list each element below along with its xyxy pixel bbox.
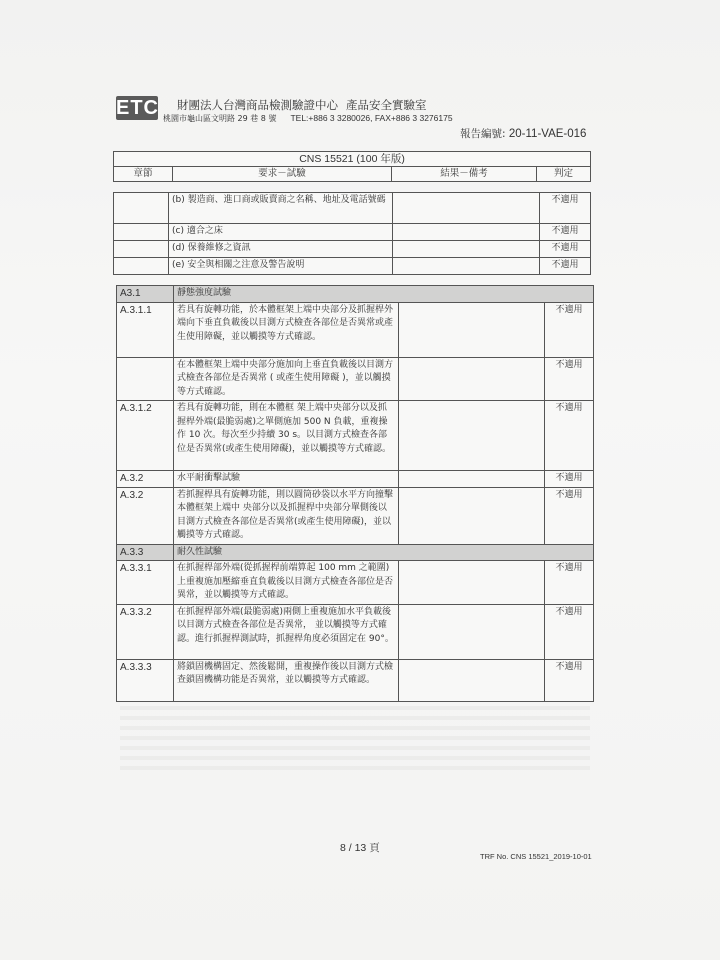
column-header-clause: 章節 xyxy=(114,167,173,182)
org-name-text: 財團法人台灣商品檢測驗證中心 xyxy=(177,98,338,112)
contact-text: TEL:+886 3 3280026, FAX+886 3 3276175 xyxy=(290,113,453,123)
table-row xyxy=(117,659,594,701)
report-number xyxy=(460,126,586,141)
marking-table xyxy=(113,192,591,275)
requirement-cell: 在本體框架上端中央部分施加向上垂直負載後以目測方式檢查各部位是否異常 ( 或產生使用障礙 )，並以觸摸等方式確認。 xyxy=(174,357,399,401)
lab-name: 產品安全實驗室 xyxy=(346,98,427,112)
requirement-cell: 將鎖固機構固定、然後鬆開，重複操作後以目測方式檢查鎖固機構功能是否異常，並以觸摸等方式確認。 xyxy=(174,659,399,701)
organization-name xyxy=(177,97,427,113)
verdict-cell: 不適用 xyxy=(540,241,591,258)
verdict-cell: 不適用 xyxy=(540,258,591,275)
clause-cell xyxy=(114,193,169,224)
requirement-cell: 若具有旋轉功能，則在本體框 架上端中央部分以及抓握桿外端(最脆弱處)之單側施加 500 N 負載，重複操作 10 次。每次至少持續 30 s。以目測方式檢查各部位是否異常(或產生使用障礙)，並以觸摸等方式確認。 xyxy=(174,401,399,471)
verdict-cell: 不適用 xyxy=(545,561,594,605)
clause-cell xyxy=(117,357,174,401)
result-cell xyxy=(399,487,545,544)
table-row xyxy=(114,193,591,224)
result-cell xyxy=(399,302,545,357)
result-cell xyxy=(399,561,545,605)
standard-header-table xyxy=(113,151,591,182)
verdict-cell: 不適用 xyxy=(545,357,594,401)
clause-cell: A.3.3.2 xyxy=(117,604,174,659)
result-cell xyxy=(399,357,545,401)
clause-cell xyxy=(114,224,169,241)
verdict-cell: 不適用 xyxy=(545,487,594,544)
clause-cell xyxy=(114,241,169,258)
section-row xyxy=(117,544,594,561)
clause-cell: A.3.1.2 xyxy=(117,401,174,471)
verdict-cell: 不適用 xyxy=(540,224,591,241)
table-row xyxy=(114,224,591,241)
address-text: 桃園市龜山區文明路 29 巷 8 號 xyxy=(163,114,277,123)
verdict-cell: 不適用 xyxy=(545,471,594,488)
clause-cell: A.3.1.1 xyxy=(117,302,174,357)
org-address xyxy=(163,113,453,124)
requirement-cell: (c) 適合之床 xyxy=(169,224,393,241)
strength-test-table xyxy=(116,285,594,702)
verdict-cell: 不適用 xyxy=(545,604,594,659)
requirement-cell: 若抓握桿具有旋轉功能，則以圓筒砂袋以水平方向撞擊本體框架上端中 央部分以及抓握桿中央部分單側後以目測方式檢查各部位是否異常(或產生使用障礙)，並以觸摸等方式確認。 xyxy=(174,487,399,544)
verdict-cell: 不適用 xyxy=(545,401,594,471)
column-header-verdict: 判定 xyxy=(537,167,591,182)
verdict-cell: 不適用 xyxy=(540,193,591,224)
clause-cell: A.3.3.1 xyxy=(117,561,174,605)
table-row xyxy=(117,401,594,471)
table-row xyxy=(117,357,594,401)
clause-cell: A.3.2 xyxy=(117,487,174,544)
report-label: 報告編號: xyxy=(460,128,506,140)
result-cell xyxy=(399,604,545,659)
clause-cell xyxy=(114,258,169,275)
section-row xyxy=(117,286,594,303)
paper-show-through xyxy=(120,700,590,770)
trf-number: TRF No. CNS 15521_2019-10-01 xyxy=(480,852,592,861)
requirement-cell: 水平耐衝擊試驗 xyxy=(174,471,399,488)
result-cell xyxy=(393,224,540,241)
result-cell xyxy=(399,471,545,488)
requirement-cell: (e) 安全與相關之注意及警告說明 xyxy=(169,258,393,275)
result-cell xyxy=(393,258,540,275)
requirement-cell: 若具有旋轉功能，於本體框架上端中央部分及抓握桿外端向下垂直負載後以目測方式檢查各部位是否異常或產生使用障礙，並以觸摸等方式確認。 xyxy=(174,302,399,357)
requirement-cell: 在抓握桿部外端(從抓握桿前端算起 100 mm 之範圍)上重複施加壓縮垂直負載後以目測方式檢查各部位是否異常，並以觸摸等方式確認。 xyxy=(174,561,399,605)
section-clause: A.3.3 xyxy=(117,544,174,561)
etc-logo: ETC xyxy=(116,97,159,119)
section-title: 耐久性試驗 xyxy=(174,544,594,561)
requirement-cell: (d) 保養維修之資訊 xyxy=(169,241,393,258)
section-clause: A3.1 xyxy=(117,286,174,303)
clause-cell: A.3.3.3 xyxy=(117,659,174,701)
verdict-cell: 不適用 xyxy=(545,659,594,701)
section-title: 靜態強度試驗 xyxy=(174,286,594,303)
result-cell xyxy=(399,659,545,701)
report-number-value: 20-11-VAE-016 xyxy=(508,128,587,140)
table-row xyxy=(117,471,594,488)
requirement-cell: (b) 製造商、進口商或販賣商之名稱、地址及電話號碼 xyxy=(169,193,393,224)
table-row xyxy=(114,258,591,275)
table-row xyxy=(117,302,594,357)
result-cell xyxy=(399,401,545,471)
table-row xyxy=(117,561,594,605)
result-cell xyxy=(393,193,540,224)
result-cell xyxy=(393,241,540,258)
table-row xyxy=(114,241,591,258)
page-number: 8 / 13 頁 xyxy=(340,842,380,854)
table-row xyxy=(117,487,594,544)
verdict-cell: 不適用 xyxy=(545,302,594,357)
table-row xyxy=(117,604,594,659)
clause-cell: A.3.2 xyxy=(117,471,174,488)
requirement-cell: 在抓握桿部外端(最脆弱處)兩側上重複施加水平負載後以目測方式檢查各部位是否異常， 並以觸摸等方式確認。進行抓握桿測試時，抓握桿角度必須固定在 90°。 xyxy=(174,604,399,659)
column-header-result: 結果－備考 xyxy=(392,167,537,182)
column-header-requirement: 要求－試驗 xyxy=(173,167,392,182)
standard-title: CNS 15521 (100 年版) xyxy=(114,152,591,167)
